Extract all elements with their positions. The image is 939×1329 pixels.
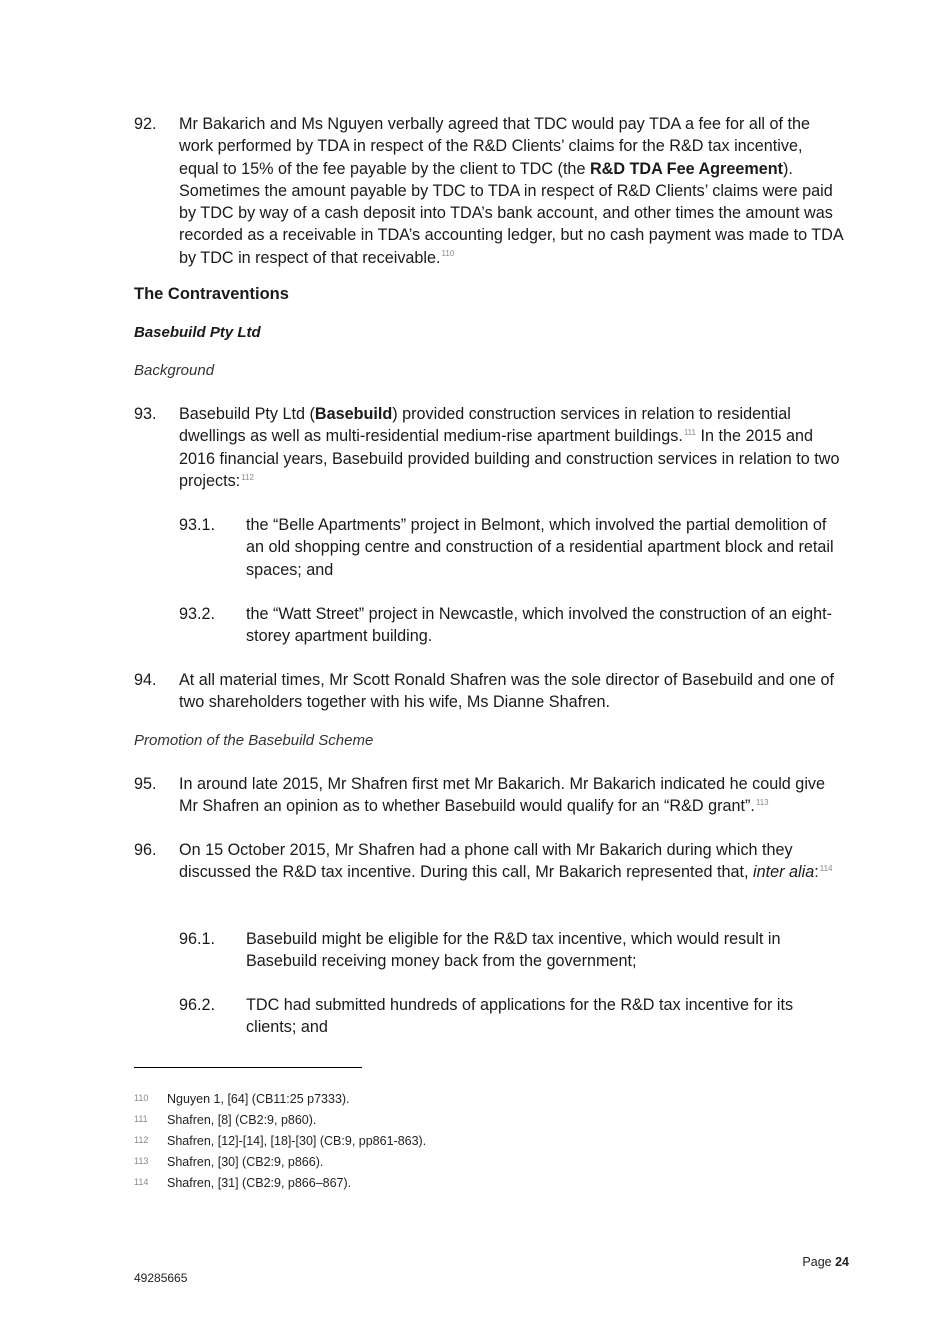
subparagraph-number: 96.2. <box>179 996 216 1014</box>
footnote-number: 112 <box>134 1135 149 1145</box>
latin-phrase: inter alia <box>753 863 815 882</box>
footnote-text: Shafren, [12]-[14], [18]-[30] (CB:9, pp861-863). <box>167 1134 427 1148</box>
footnote <box>134 1155 323 1169</box>
footnote-number: 114 <box>134 1177 149 1187</box>
text-run: ). Sometimes the amount payable by TDC to TDA in respect of R&D Clients’ claims were paid by TDC by way of a cash deposit into TDA’s bank account, and other times the amount was recorded as a receivable in TDA’s accounting ledger, but no cash payment was made to TDA by TDC in respect of that receivable. <box>179 159 843 267</box>
subparagraph-text: TDC had submitted hundreds of applications for the R&D tax incentive for its clients; and <box>246 996 794 1037</box>
defined-term: R&D TDA Fee Agreement <box>589 159 784 178</box>
footnote <box>134 1134 426 1148</box>
text-run: In the 2015 and 2016 financial years, Basebuild provided building and construction services in relation to two projects: <box>179 427 840 490</box>
page-number-value: 24 <box>835 1255 849 1269</box>
footnote-ref[interactable]: 110 <box>441 249 455 259</box>
footnote-ref[interactable]: 112 <box>241 472 254 482</box>
subparagraph-text: Basebuild might be eligible for the R&D tax incentive, which would result in Basebuild receiving money back from the government; <box>246 930 781 971</box>
paragraph-text <box>179 773 846 818</box>
paragraph-number: 94. <box>134 671 157 689</box>
footnote-text: Nguyen 1, [64] (CB11:25 p7333). <box>167 1092 350 1106</box>
paragraph-95 <box>134 773 846 818</box>
footnote-separator <box>134 1067 362 1068</box>
footnote-text: Shafren, [30] (CB2:9, p866). <box>167 1155 324 1169</box>
paragraph-text <box>179 403 846 492</box>
paragraph-number: 95. <box>134 775 157 793</box>
subparagraph-number: 93.2. <box>179 605 216 623</box>
subparagraph-93-2 <box>179 603 846 648</box>
text-run: : <box>814 863 819 882</box>
subsection-heading: Basebuild Pty Ltd <box>134 324 261 341</box>
footnote-number: 111 <box>134 1114 148 1124</box>
footnote <box>134 1113 316 1127</box>
subparagraph-93-1 <box>179 514 846 581</box>
page-label: Page <box>802 1255 832 1269</box>
footnote-number: 113 <box>134 1156 149 1166</box>
footnote-ref[interactable]: 114 <box>819 863 833 873</box>
paragraph-number: 92. <box>134 115 157 133</box>
topic-heading: Promotion of the Basebuild Scheme <box>134 732 374 749</box>
text-run: ) provided construction services in relation to residential dwellings as well as multi-residential medium-rise apartment buildings. <box>179 405 791 446</box>
subparagraph-text: the “Belle Apartments” project in Belmont, which involved the partial demolition of an old shopping centre and construction of a residential apartment block and retail spaces; and <box>246 516 834 579</box>
paragraph-96 <box>134 839 846 884</box>
subparagraph-96-2 <box>179 994 846 1039</box>
document-id: 49285665 <box>134 1271 188 1285</box>
subparagraph-number: 96.1. <box>179 930 216 948</box>
text-run: On 15 October 2015, Mr Shafren had a phone call with Mr Bakarich during which they discussed the R&D tax incentive. During this call, Mr Bakarich represented that, <box>179 841 793 882</box>
paragraph-text: At all material times, Mr Scott Ronald Shafren was the sole director of Basebuild and one of two shareholders together with his wife, Ms Dianne Shafren. <box>179 671 835 712</box>
paragraph-94 <box>134 669 846 714</box>
defined-term: Basebuild <box>314 405 393 423</box>
footnote-text: Shafren, [31] (CB2:9, p866–867). <box>167 1176 352 1190</box>
subparagraph-number: 93.1. <box>179 516 216 534</box>
page-number <box>802 1255 849 1269</box>
text-run: Basebuild Pty Ltd ( <box>179 405 315 423</box>
footnote <box>134 1176 351 1190</box>
subparagraph-text: the “Watt Street” project in Newcastle, which involved the construction of an eight-storey apartment building. <box>246 605 833 646</box>
footnote <box>134 1092 350 1106</box>
subparagraph-96-1 <box>179 928 846 973</box>
footnote-number: 110 <box>134 1093 149 1103</box>
paragraph-number: 93. <box>134 405 157 423</box>
text-run: In around late 2015, Mr Shafren first met Mr Bakarich. Mr Bakarich indicated he could give Mr Shafren an opinion as to whether Basebuild would qualify for an “R&D grant”. <box>179 775 826 816</box>
section-heading: The Contraventions <box>134 285 289 303</box>
footnote-ref[interactable]: 113 <box>755 797 769 807</box>
paragraph-text <box>179 839 846 884</box>
paragraph-92 <box>134 113 846 269</box>
paragraph-text <box>179 113 846 269</box>
text-run: Mr Bakarich and Ms Nguyen verbally agreed that TDC would pay TDA a fee for all of the work performed by TDA in respect of the R&D Clients’ claims for the R&D tax incentive, equal to 15% of the fee payable by the client to TDC (the <box>179 115 811 178</box>
topic-heading: Background <box>134 362 215 379</box>
footnote-ref[interactable]: 111 <box>683 427 696 437</box>
footnote-text: Shafren, [8] (CB2:9, p860). <box>167 1113 317 1127</box>
paragraph-number: 96. <box>134 841 157 859</box>
paragraph-93 <box>134 403 846 492</box>
